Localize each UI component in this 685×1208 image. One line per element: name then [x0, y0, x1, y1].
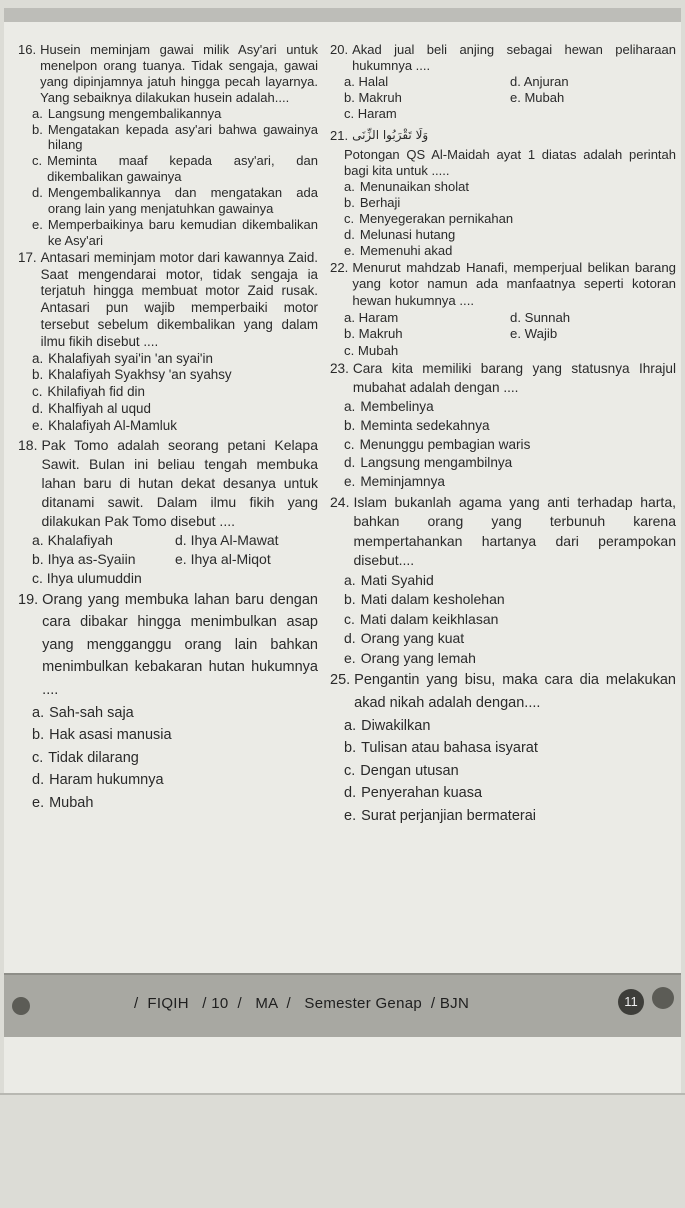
option-c: c. Menunggu pembagian waris: [344, 436, 531, 452]
option-row-3: [330, 106, 676, 122]
option-row-1: [330, 310, 676, 327]
option-d: d. Khalfiyah al uqud: [32, 400, 151, 416]
question-24: [330, 493, 676, 669]
option-e: e. Mubah: [32, 794, 94, 811]
option-d: d. Mengembalikannya dan mengatakan ada orang lain yang menjatuhkan gawainya: [32, 185, 318, 217]
option-d: d. Anjuran: [510, 73, 569, 89]
option-d: d. Haram hukumnya: [32, 772, 164, 789]
question-text: Husein meminjam gawai milik Asy'ari untuk menelpon orang tuanya. Tidak sengaja, gawai yang dipinjamnya jatuh hingga pecah layarnya. Yang sebaiknya dilakukan husein adalah....: [40, 42, 318, 105]
option-d: d. Orang yang kuat: [344, 630, 465, 647]
option-row-1: [18, 531, 318, 550]
question-text: Menurut mahdzab Hanafi, memperjual belikan barang yang kotor namun ada manfaatnya seperti kotoran hewan hukumnya ....: [352, 259, 676, 308]
left-column: [18, 42, 318, 815]
option-a: a. Langsung mengembalikannya: [32, 105, 222, 121]
question-number: 17.: [18, 249, 37, 265]
option-e: e. Wajib: [510, 326, 558, 342]
option-row-3: [330, 343, 676, 360]
question-20: [330, 42, 676, 122]
footer-decoration-left: [12, 997, 30, 1015]
option-a: a. Menunaikan sholat: [344, 179, 469, 195]
question-number: 19.: [18, 591, 39, 608]
option-row-2: [18, 550, 318, 569]
option-e: e. Meminjamnya: [344, 474, 445, 490]
question-25: [330, 669, 676, 827]
option-a: a. Sah-sah saja: [32, 704, 134, 721]
option-e: e. Ihya al-Miqot: [175, 550, 271, 567]
question-text: Akad jual beli anjing sebagai hewan peliharaan hukumnya ....: [352, 42, 676, 73]
right-column: [330, 42, 676, 829]
option-b: b. Makruh: [344, 326, 403, 342]
option-d: d. Penyerahan kuasa: [344, 785, 483, 802]
question-text: Antasari meminjam motor dari kawannya Zaid. Saat mengendarai motor, tidak sengaja ia terjatuh hingga membuat motor Zaid rusak. Antasari pun wajib memperbaiki motor tersebut sebelum dikembalikan yang dalam ilmu fikih disebut ....: [40, 249, 318, 349]
option-a: a. Mati Syahid: [344, 571, 434, 588]
question-number: 25.: [330, 672, 351, 689]
page-top-strip: [4, 8, 681, 22]
footer-text: / FIQIH / 10 / MA / Semester Genap / BJN: [134, 995, 470, 1012]
option-c: c. Dengan utusan: [344, 762, 459, 779]
option-c: c. Haram: [344, 105, 397, 121]
question-16: [18, 42, 318, 249]
option-b: b. Tulisan atau bahasa isyarat: [344, 740, 538, 757]
question-text-wrap: [330, 147, 676, 179]
question-number: 16.: [18, 42, 37, 57]
question-number: 21.: [330, 127, 349, 143]
option-d: d. Ihya Al-Mawat: [175, 531, 279, 548]
page-number-badge: 11: [618, 989, 644, 1015]
question-text: Potongan QS Al-Maidah ayat 1 diatas adalah perintah bagi kita untuk .....: [344, 147, 676, 179]
option-row-1: [330, 74, 676, 90]
option-b: b. Ihya as-Syaiin: [32, 550, 136, 567]
option-b: b. Khalafiyah Syakhsy 'an syahsy: [32, 367, 232, 383]
option-b: b. Meminta sedekahnya: [344, 417, 490, 433]
option-e: e. Surat perjanjian bermaterai: [344, 807, 536, 824]
option-b: b. Makruh: [344, 89, 402, 105]
option-c: c. Tidak dilarang: [32, 749, 139, 766]
option-a: a. Diwakilkan: [344, 717, 431, 734]
question-23: [330, 360, 676, 492]
question-text: Orang yang membuka lahan baru dengan cara dibakar hingga menimbulkan asap yang mengganggu orang lain bahkan menimbulkan kebakaran hutan hukumnya ....: [42, 591, 318, 698]
arabic-verse: وَلَا تَقْرَبُوا الزِّنَى: [352, 127, 429, 142]
question-text: Pengantin yang bisu, maka cara dia melakukan akad nikah adalah dengan....: [354, 672, 676, 712]
option-d: d. Langsung mengambilnya: [344, 455, 513, 471]
question-number: 20.: [330, 42, 349, 57]
option-e: e. Orang yang lemah: [344, 649, 476, 666]
paper-fold-line: [0, 1093, 685, 1095]
option-e: e. Memenuhi akad: [344, 242, 453, 258]
option-a: a. Membelinya: [344, 398, 434, 414]
option-e: e. Mubah: [510, 89, 565, 105]
option-d: d. Sunnah: [510, 309, 571, 325]
option-c: c. Meminta maaf kepada asy'ari, dan dikembalikan gawainya: [32, 153, 318, 185]
option-d: d. Melunasi hutang: [344, 226, 456, 242]
option-c: c. Menyegerakan pernikahan: [344, 211, 514, 227]
option-a: a. Haram: [344, 309, 399, 325]
worksheet-page: [4, 8, 681, 1093]
page-footer: [4, 973, 681, 1037]
question-17: [18, 250, 318, 435]
option-a: a. Khalafiyah: [32, 531, 113, 548]
question-18: [18, 436, 318, 588]
option-b: b. Mati dalam kesholehan: [344, 591, 505, 608]
option-a: a. Halal: [344, 73, 389, 89]
option-b: b. Hak asasi manusia: [32, 727, 172, 744]
option-row-2: [330, 326, 676, 343]
option-e: e. Khalafiyah Al-Mamluk: [32, 417, 177, 433]
option-row-2: [330, 90, 676, 106]
question-19: [18, 589, 318, 815]
question-22: [330, 260, 676, 360]
question-number: 23.: [330, 361, 349, 377]
option-a: a. Khalafiyah syai'in 'an syai'in: [32, 350, 213, 366]
question-number: 18.: [18, 436, 38, 453]
question-text: Islam bukanlah agama yang anti terhadap harta, bahkan orang yang terbunuh karena mempertahankan hartanya dari perampokan disebut....: [353, 493, 676, 569]
option-c: c. Mubah: [344, 342, 399, 358]
option-e: e. Memperbaikinya baru kemudian dikembalikan ke Asy'ari: [32, 216, 318, 248]
question-number: 22.: [330, 259, 349, 275]
question-21: [330, 128, 676, 259]
option-c: c. Ihya ulumuddin: [32, 569, 142, 586]
option-b: b. Berhaji: [344, 195, 401, 211]
option-b: b. Mengatakan kepada asy'ari bahwa gawainya hilang: [32, 121, 318, 153]
option-c: c. Mati dalam keikhlasan: [344, 610, 499, 627]
option-c: c. Khilafiyah fid din: [32, 384, 145, 400]
question-text: Pak Tomo adalah seorang petani Kelapa Sawit. Bulan ini beliau tengah membuka lahan baru di hutan dekat desanya untuk ditanami sawit. Dalam ilmu fikih yang dilakukan Pak Tomo disebut ....: [41, 436, 318, 529]
footer-decoration-right: [652, 987, 674, 1009]
question-text: Cara kita memiliki barang yang statusnya Ihrajul mubahat adalah dengan ....: [352, 361, 676, 396]
question-number: 24.: [330, 493, 350, 510]
option-row-3: [18, 569, 318, 588]
